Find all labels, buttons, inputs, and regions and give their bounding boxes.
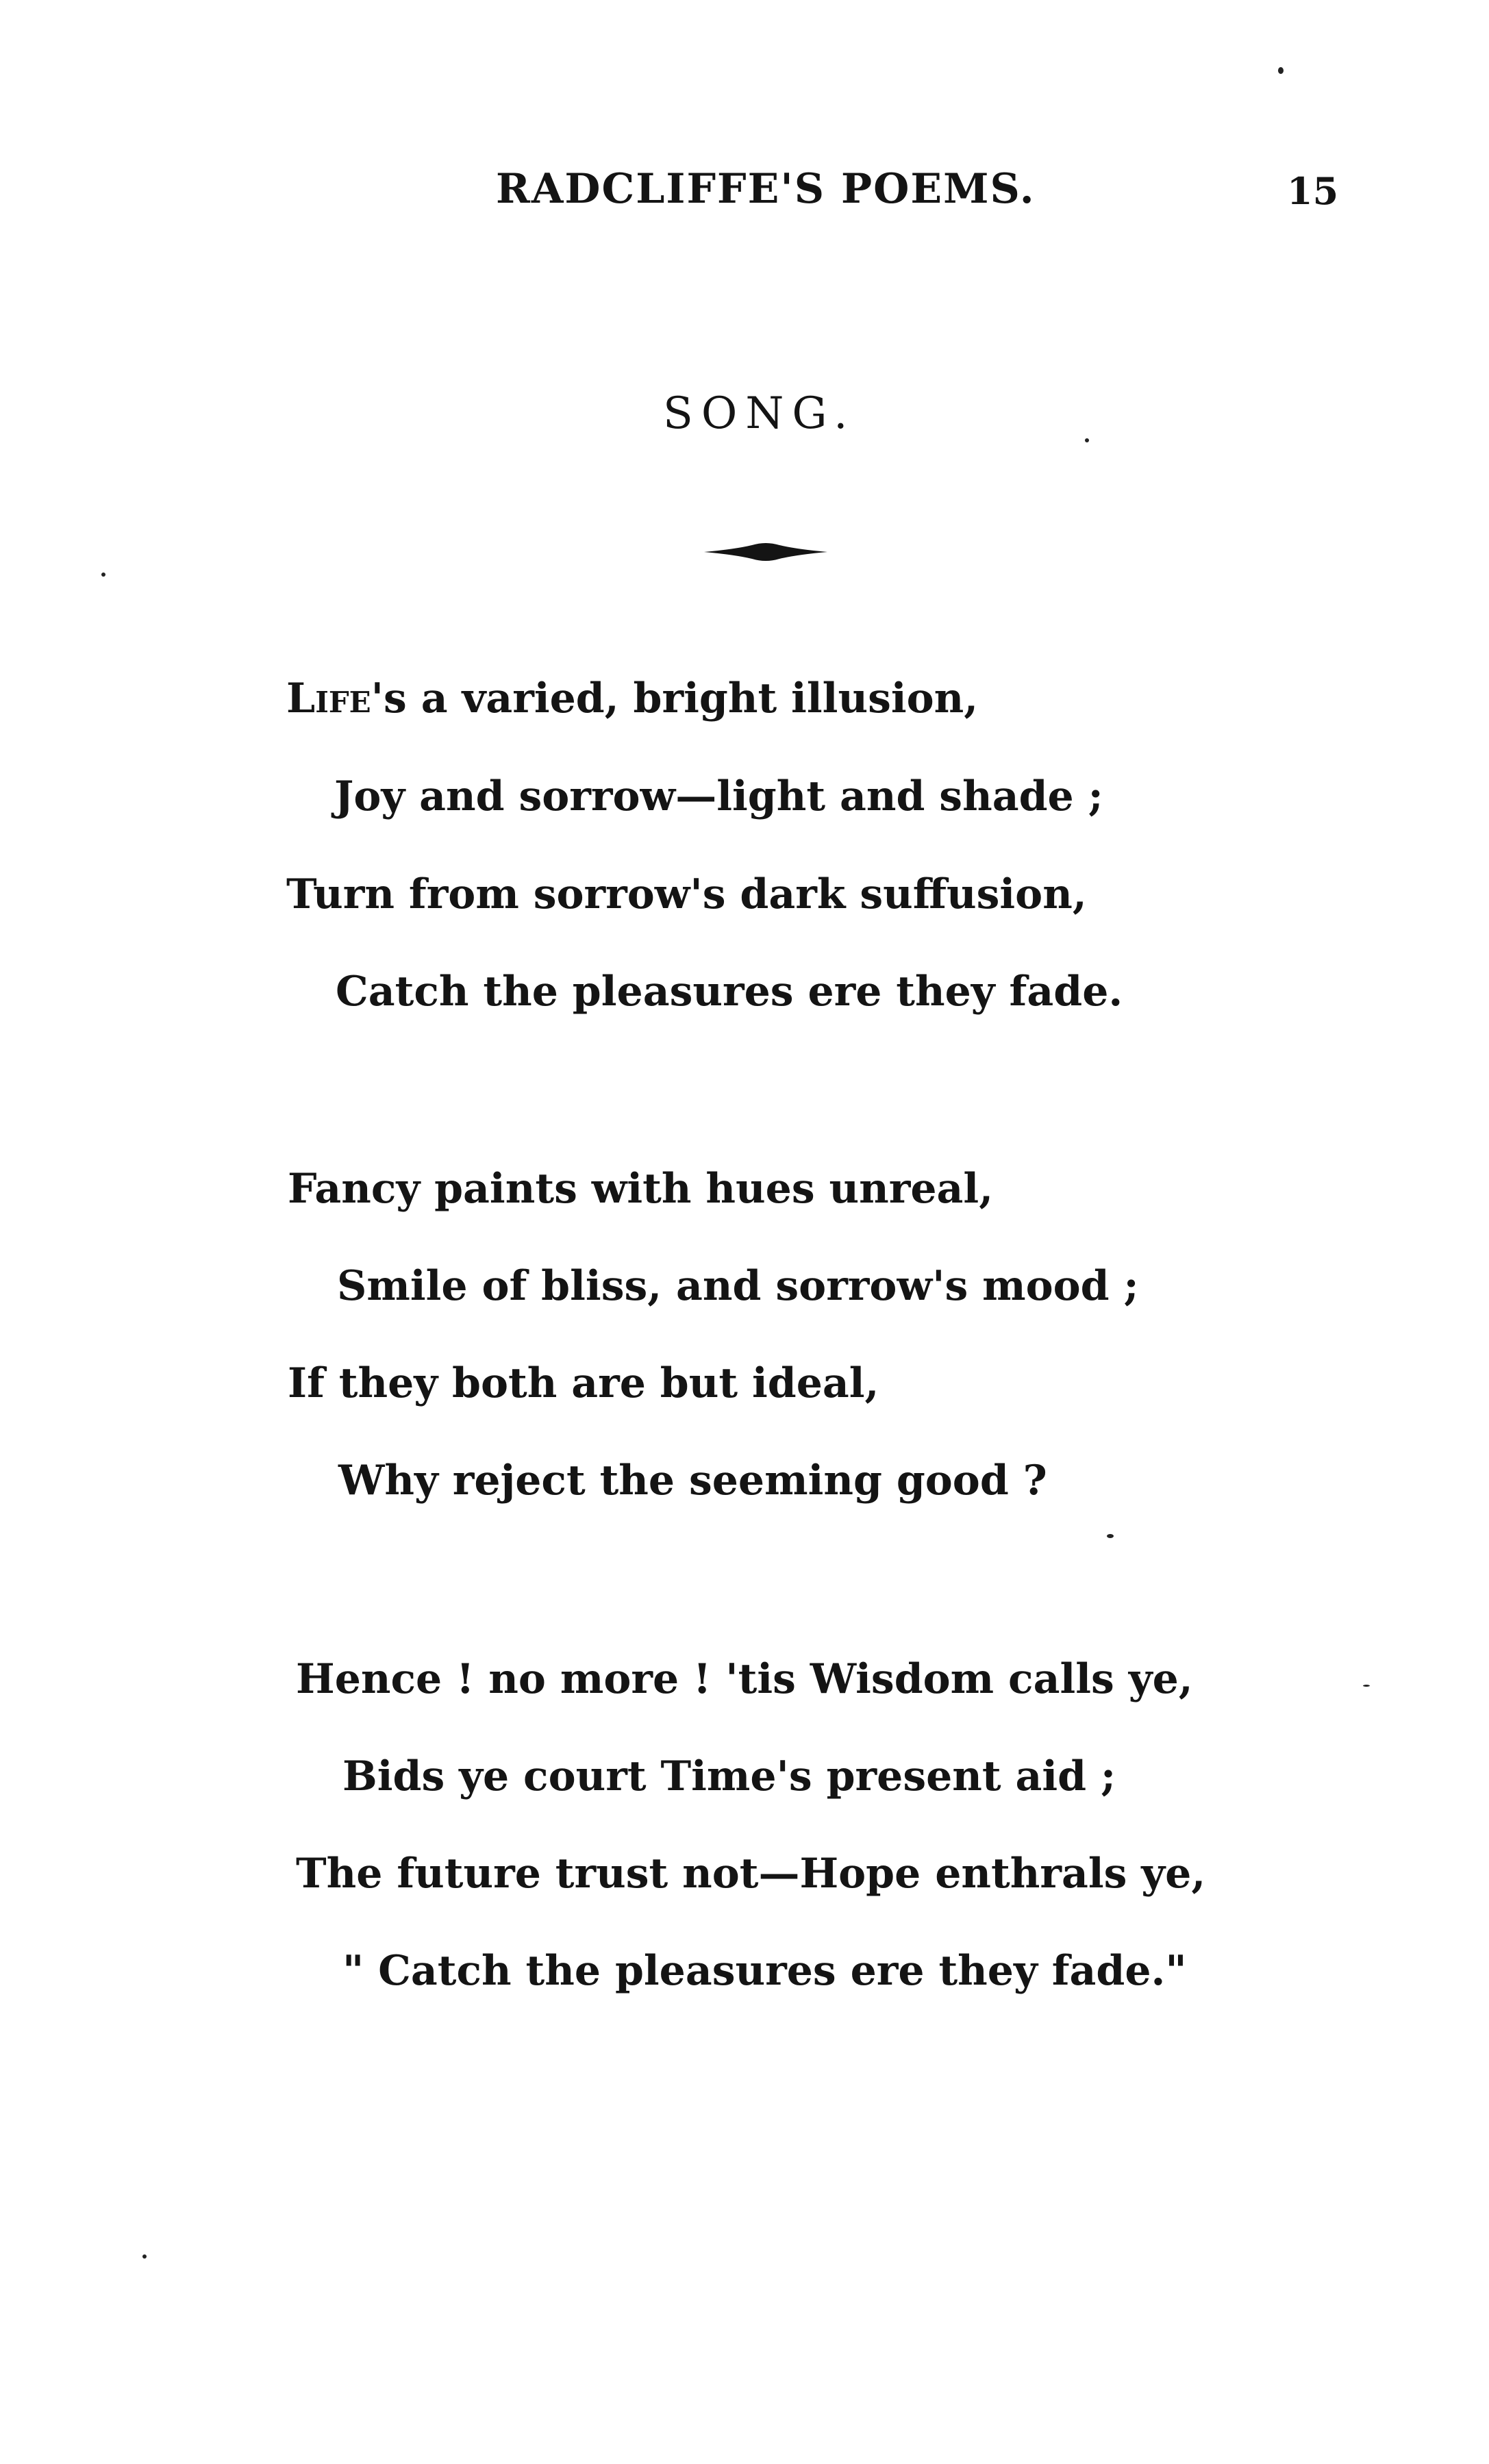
poem-line: Why reject the seeming good ? xyxy=(338,1457,1047,1505)
poem-line-text: 's a varied, bright illusion, xyxy=(371,675,979,722)
speck xyxy=(101,573,105,577)
speck xyxy=(1085,438,1089,442)
poem-line: Joy and sorrow—light and shade ; xyxy=(334,772,1103,820)
poem-line: The future trust not—Hope enthrals ye, xyxy=(296,1850,1206,1898)
poem-line: Catch the pleasures ere they fade. xyxy=(336,968,1123,1016)
page-number: 15 xyxy=(1287,169,1339,213)
speck xyxy=(1107,1534,1114,1538)
poem-line: Fancy paints with hues unreal, xyxy=(288,1165,994,1213)
poem-line: If they both are but ideal, xyxy=(288,1359,879,1407)
ornament-rule-icon xyxy=(704,538,827,566)
speck xyxy=(1363,1685,1370,1687)
poem-line: Hence ! no more ! 'tis Wisdom calls ye, xyxy=(296,1655,1193,1703)
running-head-title: RADCLIFFE'S POEMS. xyxy=(496,165,1036,213)
poem-line: Turn from sorrow's dark suffusion, xyxy=(286,870,1087,918)
poem-line: Smile of bliss, and sorrow's mood ; xyxy=(337,1262,1139,1310)
speck xyxy=(1278,67,1284,74)
poem-line xyxy=(286,675,979,722)
poem-title: SONG. xyxy=(663,388,856,439)
poem-line: " Catch the pleasures ere they fade." xyxy=(342,1947,1187,1995)
speck xyxy=(142,2254,147,2259)
poem-line-lead: Life xyxy=(286,675,371,722)
poem-line: Bids ye court Time's present aid ; xyxy=(342,1752,1116,1800)
